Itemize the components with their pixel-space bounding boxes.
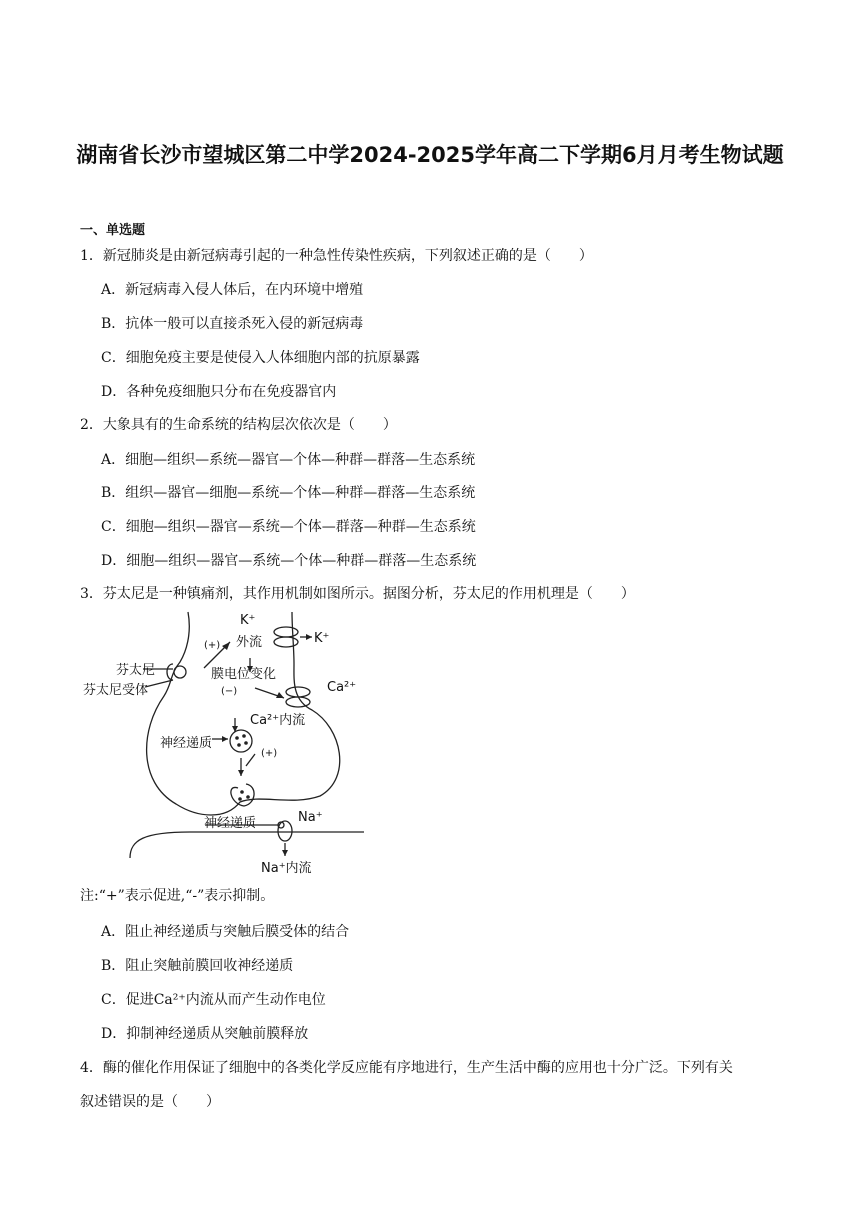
question-1-stem: 1．新冠肺炎是由新冠病毒引起的一种急性传染性疾病，下列叙述正确的是（ ） [80, 248, 593, 264]
question-3-option-a: A．阻止神经递质与突触后膜受体的结合 [101, 924, 350, 940]
question-1-option-c: C．细胞免疫主要是使侵入人体细胞内部的抗原暴露 [101, 350, 420, 366]
na-ion-label: Na⁺ [298, 810, 323, 825]
question-1-option-d: D．各种免疫细胞只分布在免疫器官内 [101, 384, 337, 400]
question-2-option-c: C．细胞—组织—器官—系统—个体—群落—种群—生态系统 [101, 519, 476, 535]
question-4-stem-line-1: 4．酶的催化作用保证了细胞中的各类化学反应能有序地进行，生产生活中酶的应用也十分广泛。下列有关 [80, 1060, 733, 1076]
document-title: 湖南省长沙市望城区第二中学2024-2025学年高二下学期6月月考生物试题 [76, 143, 784, 167]
section-heading: 一、单选题 [80, 223, 146, 238]
inhibit-label: (−) [221, 686, 238, 697]
fentanyl-receptor-label: 芬太尼受体 [83, 683, 149, 698]
neurotransmitter-label-1: 神经递质 [160, 736, 213, 751]
question-2-option-d: D．细胞—组织—器官—系统—个体—种群—群落—生态系统 [101, 553, 477, 569]
ca-ion-label: Ca²⁺ [327, 680, 357, 695]
question-3-stem: 3．芬太尼是一种镇痛剂，其作用机制如图所示。据图分析，芬太尼的作用机理是（ ） [80, 586, 635, 602]
question-1-option-a: A．新冠病毒入侵人体后，在内环境中增殖 [101, 282, 364, 298]
k-ion-right-label: K⁺ [314, 631, 330, 646]
na-influx-label: Na⁺内流 [261, 861, 312, 876]
k-ion-label: K⁺ [240, 613, 256, 628]
ca-influx-label: Ca²⁺内流 [250, 713, 306, 728]
neurotransmitter-label-2: 神经递质 [204, 816, 257, 831]
question-2-option-b: B．组织—器官—细胞—系统—个体—种群—群落—生态系统 [101, 485, 476, 501]
k-efflux-label: 外流 [236, 635, 263, 650]
promote-label-1: (+) [204, 640, 221, 651]
membrane-potential-label: 膜电位变化 [211, 667, 277, 682]
question-2-stem: 2．大象具有的生命系统的结构层次依次是（ ） [80, 417, 397, 433]
question-4-stem-line-2: 叙述错误的是（ ） [80, 1094, 220, 1110]
question-3-option-d: D．抑制神经递质从突触前膜释放 [101, 1026, 309, 1042]
promote-label-2: (+) [261, 748, 278, 759]
question-3-option-c: C．促进Ca²⁺内流从而产生动作电位 [101, 992, 326, 1008]
fentanyl-label: 芬太尼 [116, 663, 156, 678]
question-2-option-a: A．细胞—组织—系统—器官—个体—种群—群落—生态系统 [101, 452, 476, 468]
question-3-option-b: B．阻止突触前膜回收神经递质 [101, 958, 294, 974]
question-1-option-b: B．抗体一般可以直接杀死入侵的新冠病毒 [101, 316, 364, 332]
synapse-diagram [80, 608, 370, 878]
question-3-note: 注:“+”表示促进,“-”表示抑制。 [80, 888, 275, 904]
